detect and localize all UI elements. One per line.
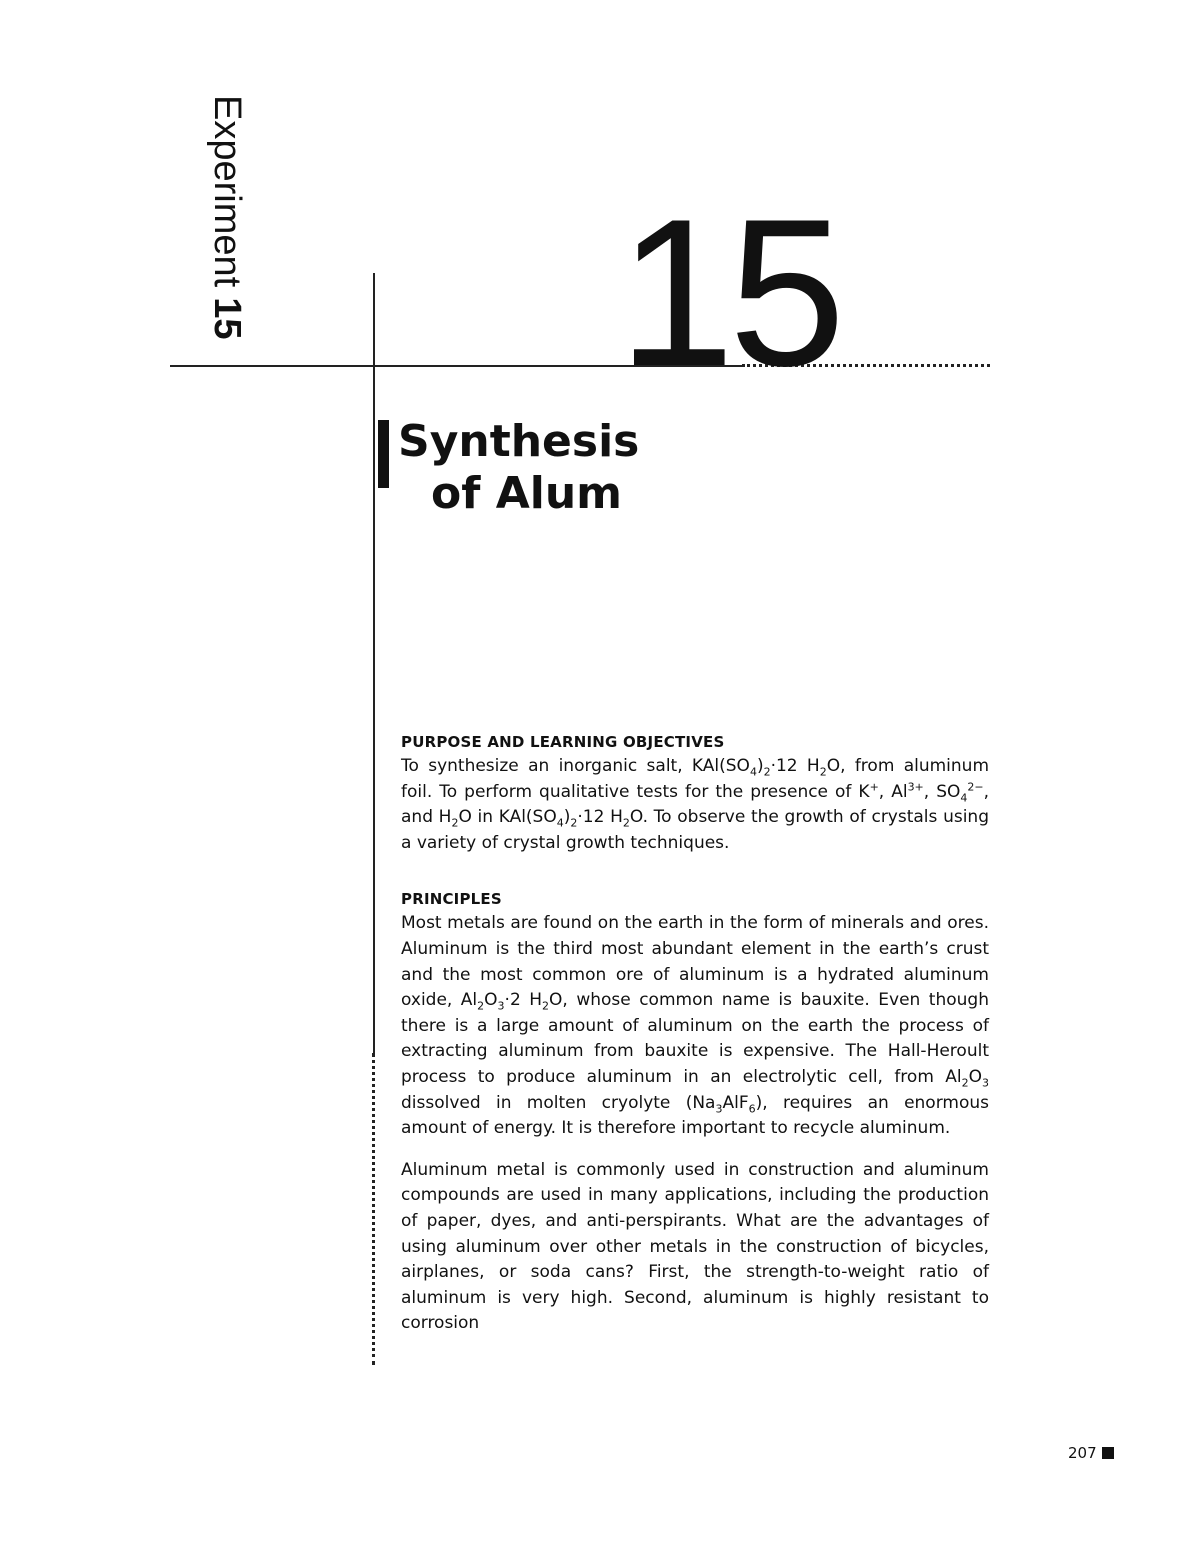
square-bullet-icon	[1102, 1447, 1114, 1459]
principles-paragraph-1: Most metals are found on the earth in the form of minerals and ores. Aluminum is the third most abundant element in the earth’s crust and the most common ore of aluminum is a hydrated aluminum oxide, $Al_2O_3\cdot 2$ $H_2O$, whose common name is bauxite. Even though there is a large amount of aluminum on the earth the process of extracting aluminum from bauxite is expensive. The Hall-Heroult process to produce aluminum in an electrolytic cell, from $Al_2O_3$ dissolved in molten cryolyte $(Na_3AlF_6)$, requires an enormous amount of energy. It is therefore important to recycle aluminum.	[401, 913, 989, 1139]
title-accent-bar	[378, 420, 389, 488]
side-experiment-label	[207, 95, 247, 355]
title-line-1: Synthesis	[398, 416, 640, 467]
title-line-2: of Alum	[431, 468, 622, 519]
side-label-word: Experiment	[206, 95, 248, 288]
page-title	[398, 416, 639, 520]
side-label-number: 15	[206, 297, 248, 340]
page-number-text: 207	[1068, 1444, 1097, 1462]
vertical-dotted-rule	[372, 1053, 375, 1365]
purpose-heading: PURPOSE AND LEARNING OBJECTIVES	[401, 733, 725, 751]
chapter-number: 15	[618, 175, 840, 410]
principles-heading: PRINCIPLES	[401, 890, 502, 909]
principles-paragraph-2: Aluminum metal is commonly used in construction and aluminum compounds are used in many applications, including the production of paper, dyes, and anti-perspirants. What are the advantages of using aluminum over other metals in the construction of bicycles, airplanes, or soda cans? First, the strength-to-weight ratio of aluminum is very high. Second, aluminum is highly resistant to corrosion	[401, 1159, 989, 1334]
purpose-paragraph: To synthesize an inorganic salt, $KAl(SO_4)_2\cdot 12$ $H_2O$, from aluminum foil. To perform qualitative tests for the presence of K+, $Al^{3+}$, $SO_4^{2-}$, and $H_2O$ in $KAl(SO_4)_2\cdot 12$ $H_2O$. To observe the growth of crystals using a variety of crystal growth techniques.	[401, 756, 989, 853]
vertical-rule	[373, 273, 375, 1053]
main-content	[401, 730, 989, 1337]
page-number	[1068, 1444, 1114, 1462]
